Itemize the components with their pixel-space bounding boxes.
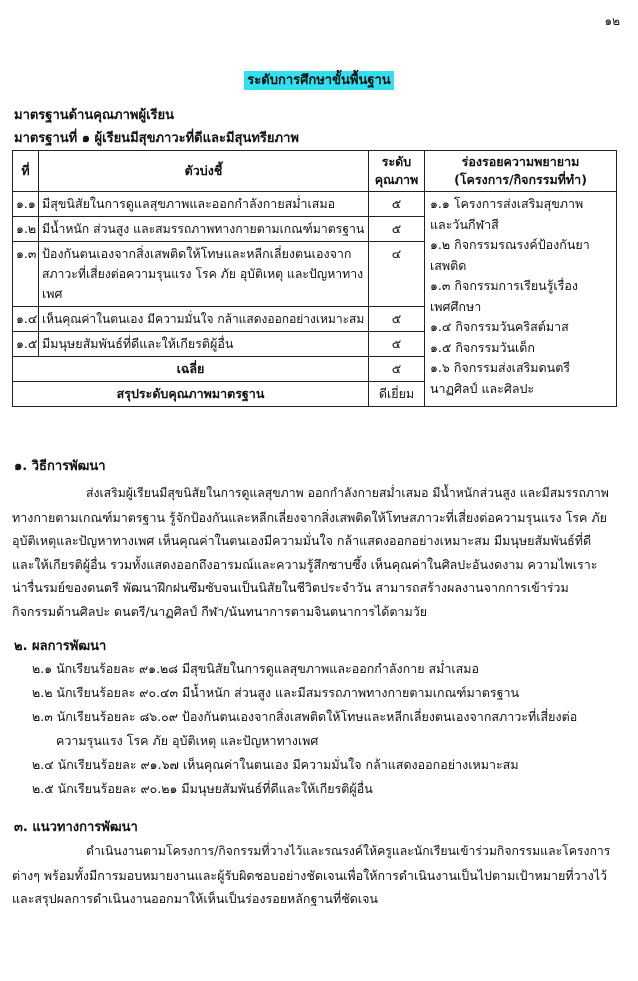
list-item: ๒.๒ นักเรียนร้อยละ ๙๐.๔๓ มีน้ำหนัก ส่วนสูง และมีสมรรถภาพทางกายตามเกณฑ์มาตรฐาน — [32, 685, 520, 700]
body-line: กิจกรรมด้านศิลปะ ดนตรี/นาฏศิลป์ กีฬา/นันทนาการตามจินตนาการได้ตามวัย — [12, 603, 428, 619]
row-indicator-line: สภาวะที่เสี่ยงต่อความรุนแรง โรค ภัย อุบัติเหตุ และปัญหาทาง — [42, 267, 364, 281]
header-level-line1: ระดับ — [381, 154, 412, 169]
evidence-line: นาฏศิลป์ และศิลปะ — [430, 380, 535, 396]
section2-items — [32, 657, 622, 801]
header-evidence — [425, 151, 617, 192]
section1-body — [12, 482, 618, 623]
row-no: ๑.๔ — [13, 307, 39, 332]
body-line: ดำเนินงานตามโครงการ/กิจกรรมที่วางไว้และรณรงค์ให้ครูและนักเรียนเข้าร่วมกิจกรรมและโครงการ — [86, 844, 611, 858]
level-title — [0, 69, 638, 90]
row-level: ๕ — [369, 217, 425, 242]
row-no: ๑.๑ — [13, 192, 39, 217]
body-line: อุบัติเหตุและปัญหาทางเพศ เห็นคุณค่าในตนเองมีความมั่นใจ กล้าแสดงออกอย่างเหมาะสม มีมนุษยสัมพันธ์ที่ดี — [12, 533, 592, 548]
list-item-continuation: ความรุนแรง โรค ภัย อุบัติเหตุ และปัญหาทางเพศ — [56, 733, 319, 748]
header-indicator: ตัวบ่งชี้ — [39, 151, 369, 192]
table-row — [13, 192, 617, 217]
list-item: ๒.๔ นักเรียนร้อยละ ๙๑.๖๗ เห็นคุณค่าในตนเอง มีความมั่นใจ กล้าแสดงออกอย่างเหมาะสม — [32, 757, 519, 772]
average-value: ๕ — [369, 357, 425, 382]
row-indicator-line: ป้องกันตนเองจากสิ่งเสพติดให้โทษและหลีกเลี่ยงตนเองจาก — [42, 246, 352, 261]
body-line: ทางกายตามเกณฑ์มาตรฐาน รู้จักป้องกันและหลีกเลี่ยงจากสิ่งเสพติดให้โทษสภาวะที่เสี่ยงต่อความรุนแรง โรค ภัย — [12, 509, 607, 525]
table-header-row — [13, 151, 617, 192]
standard-1-heading: มาตรฐานที่ ๑ ผู้เรียนมีสุขภาวะที่ดีและมีสุนทรียภาพ — [14, 131, 299, 146]
row-indicator: มีสุขนิสัยในการดูแลสุขภาพและออกกำลังกายสม่ำเสมอ — [39, 192, 369, 217]
row-indicator: เห็นคุณค่าในตนเอง มีความมั่นใจ กล้าแสดงออกอย่างเหมาะสม — [39, 307, 369, 332]
evidence-line: และวันกีฬาสี — [430, 216, 499, 232]
body-line: และสรุปผลการดำเนินงานออกมาให้เห็นเป็นร่องรอยหลักฐานที่ชัดเจน — [12, 891, 378, 906]
body-line: ต่างๆ พร้อมทั้งมีการมอบหมายงานและผู้รับผิดชอบอย่างชัดเจนเพื่อให้การดำเนินงานเป็นไปตามเป้าหมายที่วางไว้ — [12, 867, 608, 883]
list-item: ๒.๑ นักเรียนร้อยละ ๙๑.๒๘ มีสุขนิสัยในการดูแลสุขภาพและออกกำลังกาย สม่ำเสมอ — [32, 661, 480, 676]
header-level-line2: คุณภาพ — [374, 172, 419, 187]
row-level: ๕ — [369, 332, 425, 357]
list-item: ๒.๕ นักเรียนร้อยละ ๙๐.๒๑ มีมนุษยสัมพันธ์ที่ดีและให้เกียรติผู้อื่น — [32, 781, 373, 796]
section3-title: ๓. แนวทางการพัฒนา — [14, 820, 138, 835]
row-indicator: มีมนุษยสัมพันธ์ที่ดีและให้เกียรติผู้อื่น — [39, 332, 369, 357]
row-indicator-line: เพศ — [42, 286, 63, 301]
evidence-line: ๑.๖ กิจกรรมส่งเสริมดนตรี — [430, 360, 571, 375]
summary-label: สรุประดับคุณภาพมาตรฐาน — [13, 382, 369, 407]
row-no: ๑.๒ — [13, 217, 39, 242]
row-level: ๔ — [369, 242, 425, 307]
list-item: ๒.๓ นักเรียนร้อยละ ๘๖.๐๙ ป้องกันตนเองจากสิ่งเสพติดให้โทษและหลีกเลี่ยงตนเองจากสภาวะที่เสี่ยงต่อ — [32, 709, 578, 724]
evidence-line: ๑.๔ กิจกรรมวันคริสต์มาส — [430, 319, 569, 334]
evidence-line: ๑.๓ กิจกรรมการเรียนรู้เรื่อง — [430, 278, 579, 293]
evidence-line: เพศศึกษา — [430, 298, 482, 314]
body-line: และให้เกียรติผู้อื่น รวมทั้งแสดงออกถึงอารมณ์และความรู้สึกซาบซึ้ง เห็นคุณค่าในศิลปะอันงดงาม ความไพเราะ — [12, 556, 598, 572]
section2-title: ๒. ผลการพัฒนา — [14, 639, 107, 654]
indicator-table — [12, 150, 617, 407]
page-number: ๑๒ — [604, 14, 620, 28]
header-level — [369, 151, 425, 192]
body-line: ส่งเสริมผู้เรียนมีสุขนิสัยในการดูแลสุขภาพ ออกกำลังกายสม่ำเสมอ มีน้ำหนักส่วนสูง และมีสมรรถภาพ — [86, 486, 609, 500]
evidence-line: เสพติด — [430, 257, 467, 273]
row-level: ๕ — [369, 307, 425, 332]
section1-title: ๑. วิธีการพัฒนา — [14, 459, 106, 474]
evidence-line: ๑.๑ โครงการส่งเสริมสุขภาพ — [430, 196, 584, 211]
evidence-line: ๑.๒ กิจกรรมรณรงค์ป้องกันยา — [430, 237, 590, 252]
row-no: ๑.๕ — [13, 332, 39, 357]
standard-area-heading: มาตรฐานด้านคุณภาพผู้เรียน — [14, 108, 175, 123]
header-evidence-line2: (โครงการ/กิจกรรมที่ทำ) — [454, 172, 587, 187]
row-level: ๕ — [369, 192, 425, 217]
evidence-cell — [425, 192, 617, 407]
average-label: เฉลี่ย — [13, 357, 369, 382]
row-indicator — [39, 242, 369, 307]
row-indicator: มีน้ำหนัก ส่วนสูง และสมรรถภาพทางกายตามเกณฑ์มาตรฐาน — [39, 217, 369, 242]
header-evidence-line1: ร่องรอยความพยายาม — [461, 154, 580, 169]
summary-value: ดีเยี่ยม — [369, 382, 425, 407]
header-no: ที่ — [13, 151, 39, 192]
level-title-text: ระดับการศึกษาขั้นพื้นฐาน — [244, 71, 393, 90]
body-line: น่ารื่นรมย์ของดนตรี พัฒนาฝึกฝนซึมซับจนเป็นนิสัยในชีวิตประจำวัน สามารถสร้างผลงานจากการเข้าร่วม — [12, 580, 569, 595]
section3-body — [12, 840, 618, 911]
evidence-line: ๑.๕ กิจกรรมวันเด็ก — [430, 339, 535, 355]
row-no: ๑.๓ — [13, 242, 39, 307]
